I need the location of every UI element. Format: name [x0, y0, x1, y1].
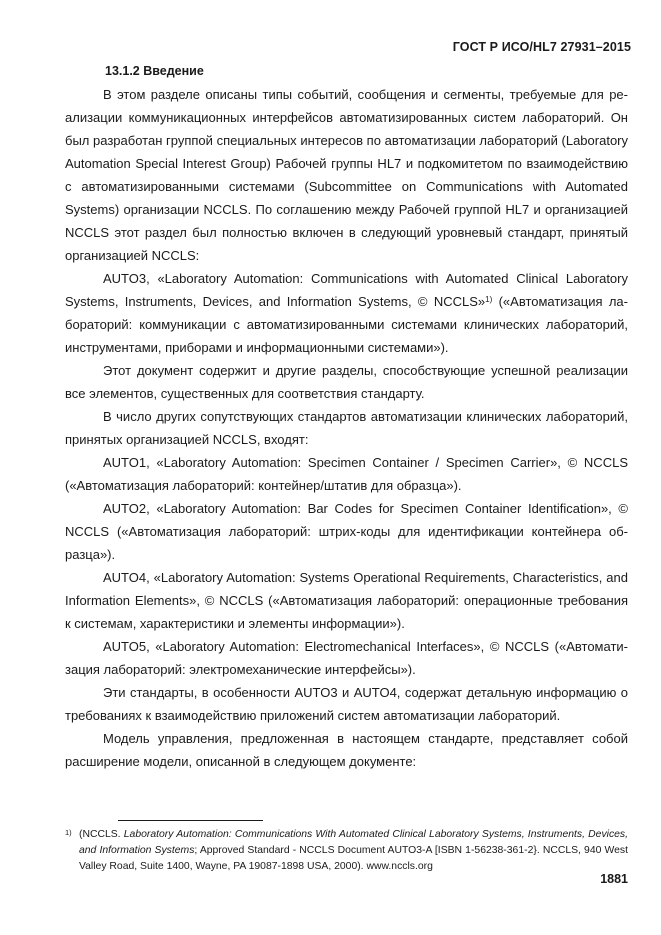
- footnote-mark: 1): [65, 828, 72, 837]
- body-text: [65, 83, 628, 773]
- footnote-lead: (NCCLS.: [79, 829, 124, 840]
- section-title: 13.1.2 Введение: [105, 64, 204, 78]
- page-number: 1881: [600, 872, 628, 886]
- auto3-text: AUTO3, «Laboratory Automation: Communications with Automated Clinical Laboratory Systems, Instruments, Devices, and Information Systems, © NCCLS»: [65, 271, 628, 309]
- footnote-title: Laboratory Automation: Communications With Automated Clinical Laboratory Systems, Instruments, Devices, and Information Systems: [79, 829, 628, 856]
- paragraph-auto4: AUTO4, «Laboratory Automation: Systems Operational Requirements, Characteristics, and Information Elements», © NCCLS («Автоматизация лабораторий: операционные требования к системам, характеристики и элементы информации»).: [65, 570, 628, 631]
- footnote: [65, 827, 628, 875]
- auto3-translation: («Автоматизация лабораторий: коммуникации с автоматизированными системами клинических лабораторий, инструментами, приборами и информационными системами»).: [65, 294, 628, 355]
- paragraph-related-standards: В число других сопутствующих стандартов автоматизации клинических лабораторий, принятых организацией NCCLS, входят:: [65, 409, 628, 447]
- paragraph-intro: В этом разделе описаны типы событий, сообщения и сегменты, требуемые для реализации коммуникационных интерфейсов автоматизированных систем лабораторий. Он был разработан группой специальных интересов по автоматизации лабораторий (Laboratory Automation Special Interest Group) Рабочей группы HL7 и подкомитетом по взаимодействию с автоматизированными системами (Subcommittee on Communications with Automated Systems) организации NCCLS. По соглашению между Рабочей группой HL7 и организацией NCCLS этот раздел был полностью включен в следующий уровневый стандарт, принятый организацией NCCLS:: [65, 87, 628, 263]
- paragraph-auto5: AUTO5, «Laboratory Automation: Electromechanical Interfaces», © NCCLS («Автоматизация лабораторий: электромеханические интерфейсы»).: [65, 639, 628, 677]
- paragraph-control-model: Модель управления, предложенная в настоящем стандарте, представляет собой расширение модели, описанной в следующем документе:: [65, 731, 628, 769]
- paragraph-auto1: AUTO1, «Laboratory Automation: Specimen Container / Specimen Carrier», © NCCLS («Автоматизация лабораторий: контейнер/штатив для образца»).: [65, 455, 628, 493]
- footnote-body: [79, 827, 628, 875]
- paragraph-auto2: AUTO2, «Laboratory Automation: Bar Codes for Specimen Container Identification», © NCCLS («Автоматизация лабораторий: штрих-коды для идентификации контейнера образца»).: [65, 501, 628, 562]
- document-standard-header: ГОСТ Р ИСО/HL7 27931–2015: [452, 40, 631, 54]
- paragraph-other-sections: Этот документ содержит и другие разделы, способствующие успешной реализации все элементов, существенных для соответствия стандарту.: [65, 363, 628, 401]
- footnote-divider: [118, 820, 263, 821]
- footnote-tail: ; Approved Standard - NCCLS Document AUTO3-A [ISBN 1-56238-361-2}. NCCLS, 940 West Valley Road, Suite 1400, Wayne, PA 19087-1898 USA, 2000). www.nccls.org: [79, 845, 628, 872]
- paragraph-auto3: [65, 267, 628, 359]
- footnote-reference: 1): [485, 295, 493, 304]
- paragraph-standards-detail: Эти стандарты, в особенности AUTO3 и AUTO4, содержат детальную информацию о требованиях к взаимодействию приложений систем автоматизации лабораторий.: [65, 685, 628, 723]
